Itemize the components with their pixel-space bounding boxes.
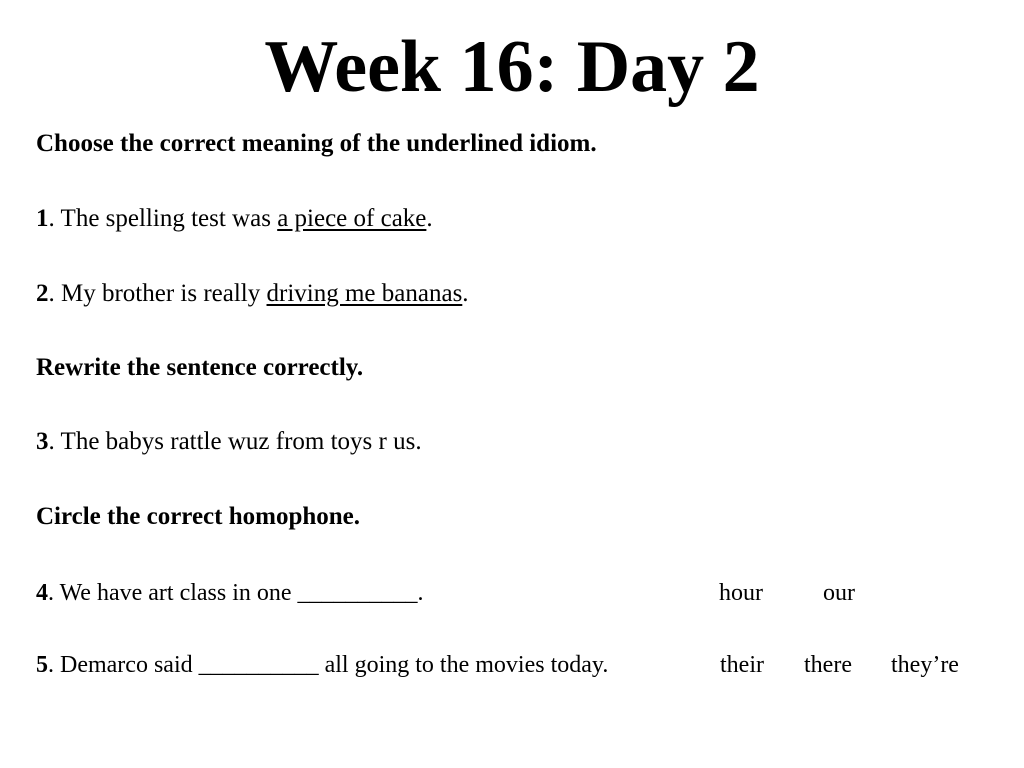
question-1-idiom: a piece of cake bbox=[277, 205, 427, 232]
question-2 bbox=[36, 279, 469, 309]
question-4-number: 4 bbox=[36, 580, 48, 606]
question-1-number: 1 bbox=[36, 205, 49, 232]
question-2-text: . My brother is really bbox=[48, 280, 267, 307]
question-1-text: . The spelling test was bbox=[48, 205, 278, 232]
question-5 bbox=[36, 650, 608, 680]
q5-option-theyre[interactable]: they’re bbox=[891, 652, 959, 678]
homophone-instruction: Circle the correct homophone. bbox=[36, 503, 360, 530]
question-2-number: 2 bbox=[36, 280, 49, 307]
page-title: Week 16: Day 2 bbox=[264, 26, 760, 108]
q5-option-there[interactable]: there bbox=[804, 652, 852, 678]
question-3-text: . The babys rattle wuz from toys r us. bbox=[48, 428, 422, 455]
q4-option-our[interactable]: our bbox=[823, 580, 855, 606]
q4-option-hour[interactable]: hour bbox=[719, 580, 763, 606]
question-3 bbox=[36, 427, 422, 457]
question-4 bbox=[36, 578, 424, 608]
question-3-number: 3 bbox=[36, 428, 49, 455]
q5-option-their[interactable]: their bbox=[720, 652, 764, 678]
question-5-number: 5 bbox=[36, 652, 48, 678]
question-2-idiom: driving me bananas bbox=[266, 280, 463, 307]
idioms-instruction: Choose the correct meaning of the underlined idiom. bbox=[36, 130, 597, 157]
question-5-text: . Demarco said __________ all going to the movies today. bbox=[48, 652, 609, 678]
rewrite-instruction: Rewrite the sentence correctly. bbox=[36, 354, 364, 381]
question-4-text: . We have art class in one __________. bbox=[48, 580, 424, 606]
question-2-end: . bbox=[462, 280, 469, 307]
question-1-end: . bbox=[426, 205, 433, 232]
question-1 bbox=[36, 204, 433, 234]
